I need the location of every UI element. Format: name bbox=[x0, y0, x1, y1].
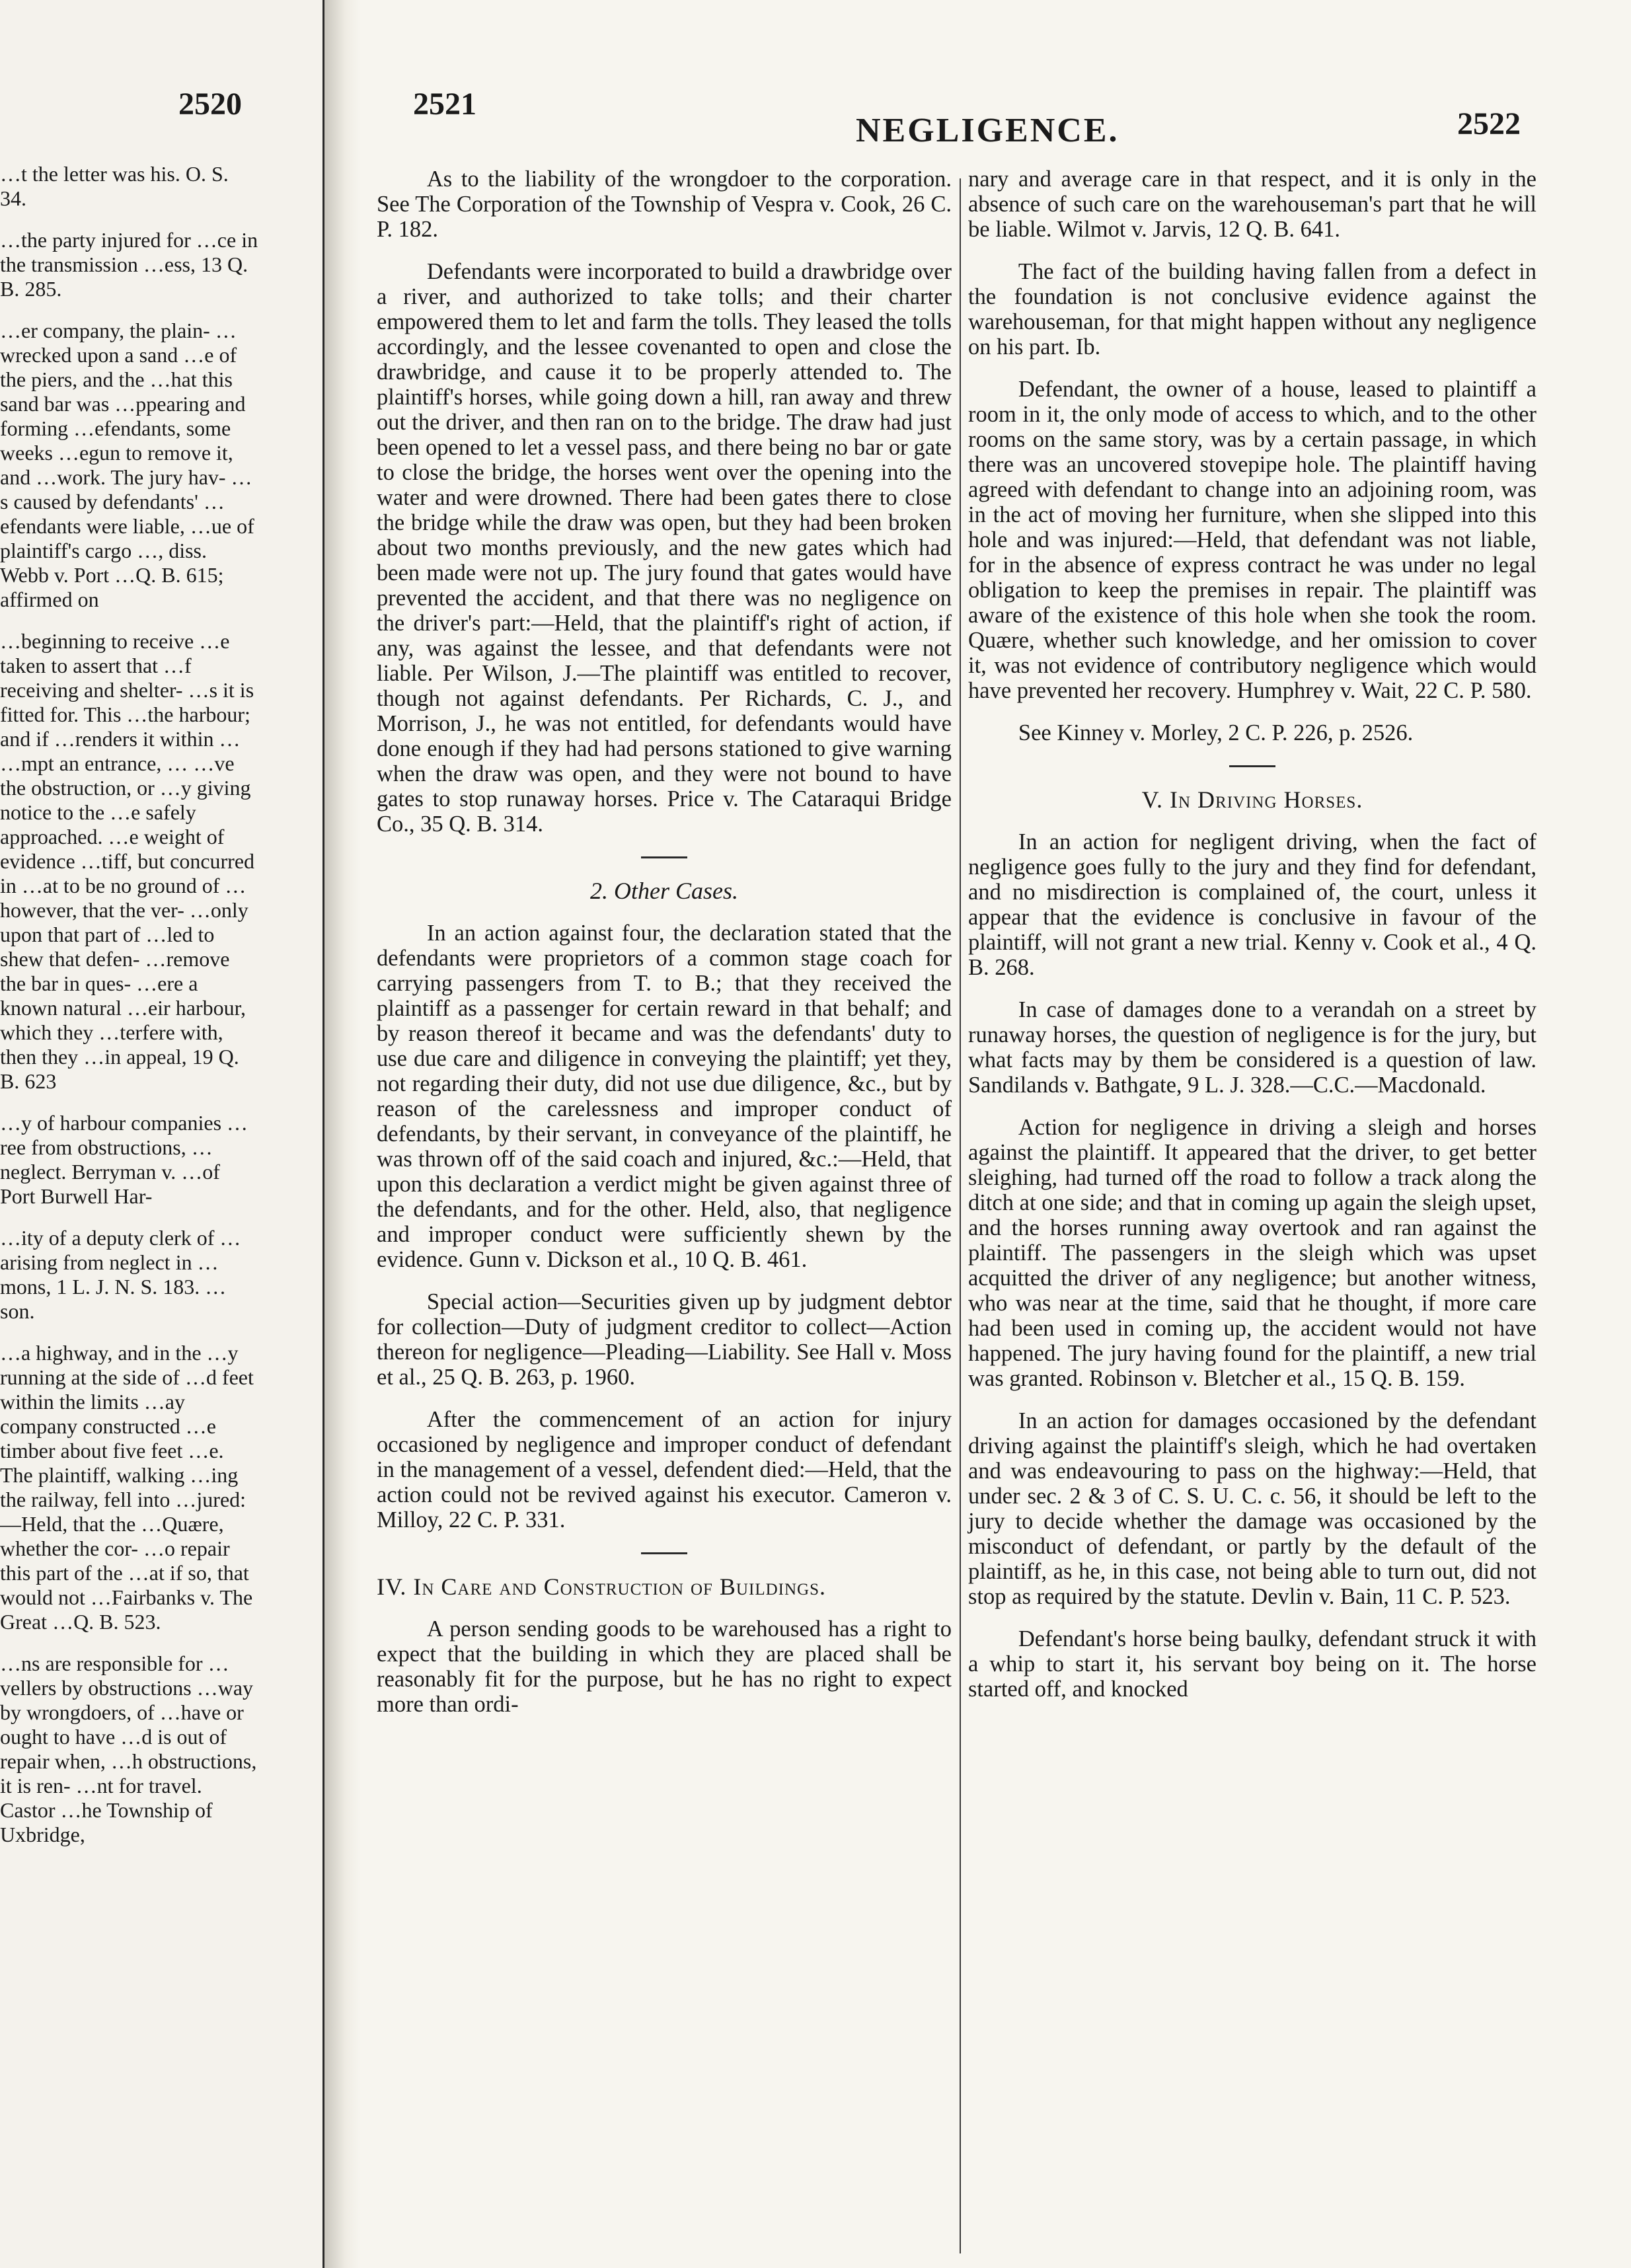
paragraph: In an action for negligent driving, when the fact of negligence goes fully to the jury and they find for defendant, and no misdirection is complained of, the court, unless it appear that the evidence is conclusive in favour of the plaintiff, will not grant a new trial. Kenny v. Cook et al., 4 Q. B. 268. bbox=[968, 829, 1536, 980]
middle-column bbox=[377, 167, 952, 1734]
left-paragraph: …er company, the plain- …wrecked upon a sand …e of the piers, and the …hat this sand bar was …ppearing and forming …efendants, some weeks …egun to remove it, and …work. The jury hav- …s caused by defendants' …efendants were liable, …ue of plaintiff's cargo …, diss. Webb v. Port …Q. B. 615; affirmed on bbox=[0, 319, 254, 611]
left-paragraph: …t the letter was his. O. S. 34. bbox=[0, 162, 229, 210]
left-column-text bbox=[0, 162, 259, 1864]
left-paragraph: …beginning to receive …e taken to assert that …f receiving and shelter- …s it is fitted for. This …the harbour; and if …renders it within … …mpt an entrance, … …ve the obstruction, or …y giving notice to the …e safely approached. …e weight of evidence …tiff, but concurred in …at to be no ground of …however, that the ver- …only upon that part of …led to shew that defen- …remove the bar in ques- …ere a known natural …eir harbour, which they …terfere with, then they …in appeal, 19 Q. B. 623 bbox=[0, 629, 255, 1093]
section-divider bbox=[641, 1552, 687, 1554]
left-paragraph: …ity of a deputy clerk of …arising from neglect in …mons, 1 L. J. N. S. 183. …son. bbox=[0, 1226, 241, 1323]
paragraph: As to the liability of the wrongdoer to the corporation. See The Corporation of the Township of Vespra v. Cook, 26 C. P. 182. bbox=[377, 167, 952, 242]
left-paragraph: …ns are responsible for …vellers by obstructions …way by wrongdoers, of …have or ought to have …d is out of repair when, …h obstructions, it is ren- …nt for travel. Castor …he Township of Uxbridge, bbox=[0, 1651, 257, 1846]
folio-left: 2520 bbox=[178, 87, 242, 122]
paragraph: See Kinney v. Morley, 2 C. P. 226, p. 2526. bbox=[1018, 720, 1414, 745]
left-paragraph: …y of harbour companies …ree from obstructions, …neglect. Berryman v. …of Port Burwell Har- bbox=[0, 1111, 248, 1208]
paragraph: After the commencement of an action for injury occasioned by negligence and improper conduct of defendant in the management of a vessel, defendent died:—Held, that the action could not be revived against his executor. Cameron v. Milloy, 22 C. P. 331. bbox=[377, 1407, 952, 1532]
left-paragraph: …a highway, and in the …y running at the side of …d feet within the limits …ay company constructed …e timber about five feet …e. The plaintiff, walking …ing the railway, fell into …jured:—Held, that the …Quære, whether the cor- …o repair this part of the …at if so, that would not …Fairbanks v. The Great …Q. B. 523. bbox=[0, 1341, 254, 1634]
folio-right: 2522 bbox=[1457, 106, 1521, 141]
paragraph: A person sending goods to be warehoused has a right to expect that the building in which they are placed shall be reasonably fit for the purpose, but he has no right to expect more than ordi- bbox=[377, 1616, 952, 1717]
paragraph: Defendant, the owner of a house, leased to plaintiff a room in it, the only mode of access to which, and to the other rooms on the same story, was by a certain passage, in which there was an uncovered stovepipe hole. The plaintiff having agreed with defendant to change into an adjoining room, was in the act of moving her furniture, when she slipped into this hole and was injured:—Held, that defendant was not liable, for in the absence of express contract he was under no legal obligation to keep the premises in repair. The plaintiff was aware of the existence of this hole when she took the room. Quære, whether such knowledge, and her omission to cover it, was not evidence of contributory negligence which would have prevented her recovery. Humphrey v. Wait, 22 C. P. 580. bbox=[968, 377, 1536, 703]
running-title: NEGLIGENCE. bbox=[856, 112, 1119, 149]
paragraph: Defendant's horse being baulky, defendant struck it with a whip to start it, his servant boy being on it. The horse started off, and knocked bbox=[968, 1626, 1536, 1702]
paragraph: Special action—Securities given up by judgment debtor for collection—Duty of judgment creditor to collect—Action thereon for negligence—Pleading—Liability. See Hall v. Moss et al., 25 Q. B. 263, p. 1960. bbox=[377, 1289, 952, 1390]
section-heading: IV. In Care and Construction of Buildings. bbox=[377, 1573, 826, 1600]
book-gutter bbox=[324, 0, 360, 2268]
paragraph: Defendants were incorporated to build a drawbridge over a river, and authorized to take tolls; and their charter empowered them to let and farm the tolls. They leased the tolls accordingly, and the lessee covenanted to open and close the drawbridge, and cause it to be properly attended to. The plaintiff's horses, while going down a hill, ran away and threw out the driver, and then ran on to the bridge. The draw had just been opened to let a vessel pass, and there being no bar or gate to close the bridge, the horses went over the opening into the water and were drowned. There had been gates there to close the bridge while the draw was open, but they had been broken about two months previously, and the new gates which had been made were not up. The jury found that gates would have prevented the accident, and that there was no negligence on the driver's part:—Held, that the plaintiff's right of action, if any, was against the lessee, and that defendants were not liable. Per Wilson, J.—The plaintiff was entitled to recover, though not against defendants. Per Richards, C. J., and Morrison, J., he was not entitled, for defendants would have done enough if they had had persons stationed to give warning when the draw was open, and they were not bound to have gates to stop runaway horses. Price v. The Cataraqui Bridge Co., 35 Q. B. 314. bbox=[377, 259, 952, 837]
right-column bbox=[968, 167, 1536, 1719]
left-paragraph: …the party injured for …ce in the transmission …ess, 13 Q. B. 285. bbox=[0, 228, 258, 301]
left-page-fragment bbox=[0, 0, 324, 2268]
paragraph: The fact of the building having fallen from a defect in the foundation is not conclusive evidence against the warehouseman, for that might happen without any negligence on his part. Ib. bbox=[968, 259, 1536, 359]
paragraph: In an action for damages occasioned by the defendant driving against the plaintiff's sleigh, which he had overtaken and was endeavouring to pass on the highway:—Held, that under sec. 2 & 3 of C. S. U. C. c. 56, it should be left to the jury to decide whether the damage was occasioned by the misconduct of defendant, or partly by the default of the plaintiff, as he, in this case, not being able to turn out, did not stop as required by the statute. Devlin v. Bain, 11 C. P. 523. bbox=[968, 1408, 1536, 1609]
paragraph: In case of damages done to a verandah on a street by runaway horses, the question of negligence is for the jury, but what facts may by them be considered is a question of law. Sandilands v. Bathgate, 9 L. J. 328.—C.C.—Macdonald. bbox=[968, 997, 1536, 1098]
column-rule bbox=[960, 178, 961, 2253]
section-divider bbox=[1229, 765, 1275, 767]
subsection-heading: 2. Other Cases. bbox=[590, 878, 738, 904]
section-heading: V. In Driving Horses. bbox=[1141, 786, 1363, 813]
folio-middle: 2521 bbox=[413, 87, 476, 122]
paragraph: Action for negligence in driving a sleigh and horses against the plaintiff. It appeared that the driver, to get better sleighing, had turned off the road to follow a track along the ditch at one side; and that in coming up again the sleigh upset, and the horses running away overtook and ran against the plaintiff. The passengers in the sleigh which was upset acquitted the driver of any negligence; but another witness, who was near at the time, said that he thought, if more care had been used in coming up, the accident would not have happened. The jury having found for the plaintiff, a new trial was granted. Robinson v. Bletcher et al., 15 Q. B. 159. bbox=[968, 1115, 1536, 1391]
section-divider bbox=[641, 856, 687, 858]
main-page bbox=[360, 0, 1631, 2268]
paragraph: nary and average care in that respect, and it is only in the absence of such care on the warehouseman's part that he will be liable. Wilmot v. Jarvis, 12 Q. B. 641. bbox=[968, 167, 1536, 242]
paragraph: In an action against four, the declaration stated that the defendants were proprietors of a common stage coach for carrying passengers from T. to B.; that they received the plaintiff as a passenger for certain reward in that behalf; and by reason thereof it became and was the defendants' duty to use due care and diligence in conveying the plaintiff; yet they, not regarding their duty, did not use due diligence, &c., but by reason of the carelessness and improper conduct of defendants, by their servant, in conveyance of the plaintiff, he was thrown off of the said coach and injured, &c.:—Held, that upon this declaration a verdict might be given against three of the defendants, and for the other. Held, also, that negligence and improper conduct were sufficiently shewn by the evidence. Gunn v. Dickson et al., 10 Q. B. 461. bbox=[377, 921, 952, 1272]
